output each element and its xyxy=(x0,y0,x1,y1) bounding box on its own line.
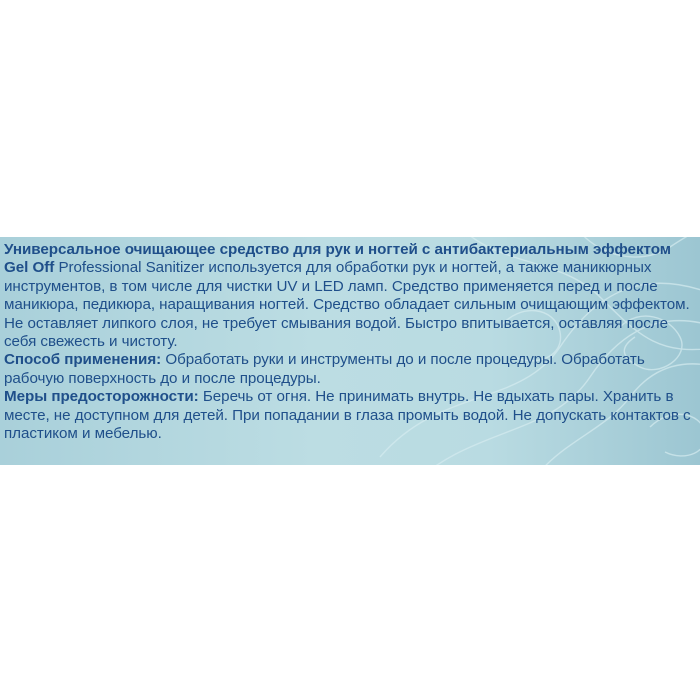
intro-paragraph xyxy=(4,241,698,351)
precautions-body: Беречь от огня. Не принимать внутрь. Не вдыхать пары. Хранить в месте, не доступном для детей. При попадании в глаза промыть водой. Не допускать контактов с пластиком и мебелью. xyxy=(4,388,691,443)
intro-body: Professional Sanitizer используется для обработки рук и ногтей, а также маникюрных инструментов, в том числе для чистки UV и LED ламп. Средство применяется перед и после маникюра, педикюра, наращивания ногтей. Средство обладает сильным очищающим эффектом. Не оставляет липкого слоя, не требует смывания водой. Быстро впитывается, оставляя после себя свежесть и чистоту. xyxy=(4,259,690,351)
label-text xyxy=(4,241,698,443)
usage-heading: Способ применения: xyxy=(4,351,162,369)
usage-body: Обработать руки и инструменты до и после процедуры. Обработать рабочую поверхность до и после процедуры. xyxy=(4,351,645,387)
usage-paragraph xyxy=(4,351,698,388)
product-label xyxy=(0,237,700,465)
intro-bold-lead: Универсальное очищающее средство для рук и ногтей с антибактериальным эффектом Gel Off xyxy=(4,241,671,277)
precautions-heading: Меры предосторожности: xyxy=(4,388,199,406)
precautions-paragraph xyxy=(4,388,698,443)
